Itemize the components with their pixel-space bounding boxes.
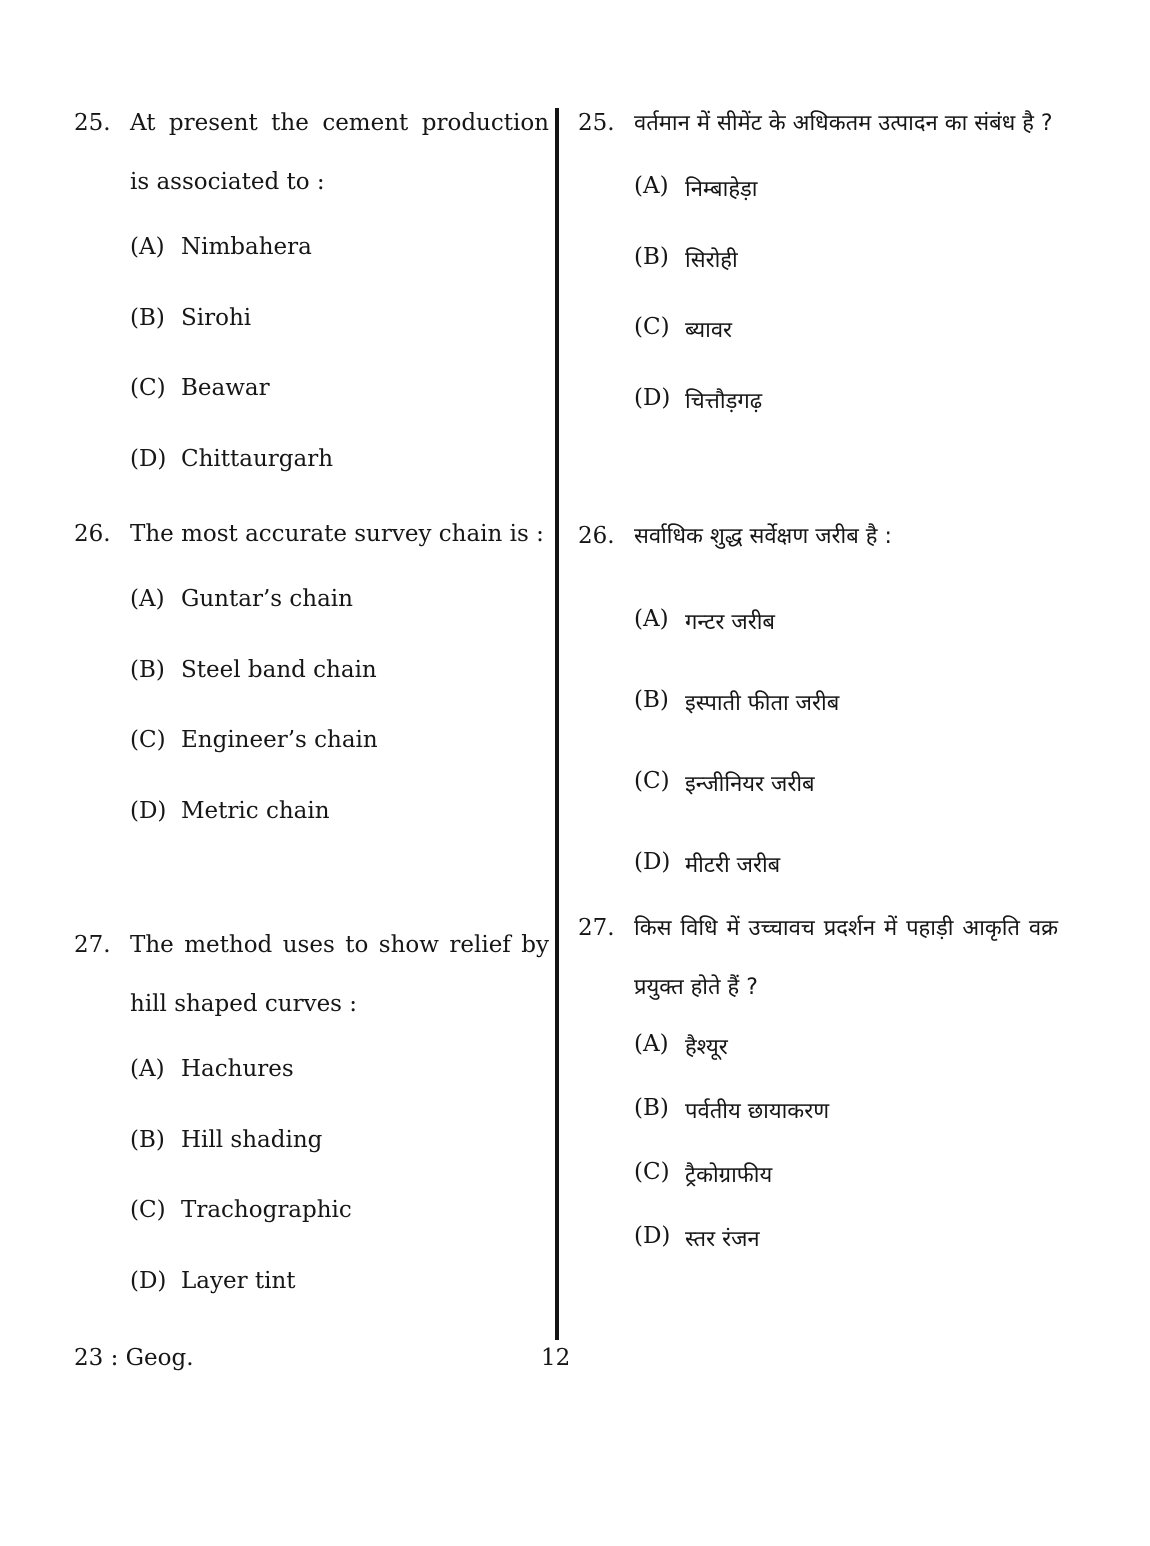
question-number: 27. [578, 915, 615, 941]
question-25-hi [578, 110, 1058, 455]
option-b: (B) पर्वतीय छायाकरण [634, 1095, 830, 1124]
option-b: (B) Sirohi [130, 304, 252, 331]
option-a: (A) गन्टर जरीब [634, 606, 775, 635]
option-a: (A) हैश्यूर [634, 1031, 728, 1060]
option-b: (B) Hill shading [130, 1126, 323, 1153]
option-d: (D) Chittaurgarh [130, 445, 334, 472]
question-text: वर्तमान में सीमेंट के अधिकतम उत्पादन का संबंध है ? [634, 111, 1053, 136]
paper-code: 23 : Geog. [74, 1345, 194, 1371]
option-d: (D) Layer tint [130, 1267, 296, 1294]
option-d: (D) मीटरी जरीब [634, 849, 781, 878]
question-text: किस विधि में उच्चावच प्रदर्शन में पहाड़ी आकृति वक्र प्रयुक्त होते हैं ? [634, 916, 1058, 1000]
option-a: (A) Nimbahera [130, 234, 312, 260]
option-c: (C) Engineer’s chain [130, 727, 378, 753]
question-26-hi [578, 523, 1058, 920]
option-c: (C) ट्रैकोग्राफीय [634, 1159, 773, 1188]
option-d: (D) स्तर रंजन [634, 1223, 760, 1252]
question-text: The method uses to show relief by hill shaped curves : [130, 932, 549, 1017]
question-number: 26. [74, 521, 111, 547]
option-a: (A) Guntar’s chain [130, 586, 353, 612]
question-text: सर्वाधिक शुद्ध सर्वेक्षण जरीब है : [634, 524, 892, 549]
option-c: (C) ब्यावर [634, 314, 733, 343]
question-number: 25. [578, 110, 615, 136]
column-divider [555, 108, 559, 1340]
question-27-en [74, 932, 549, 1338]
option-c: (C) Beawar [130, 375, 270, 401]
option-b: (B) सिरोही [634, 243, 738, 273]
question-text: The most accurate survey chain is : [130, 521, 544, 547]
option-d: (D) चित्तौड़गढ़ [634, 384, 763, 414]
question-26-en [74, 521, 549, 868]
question-number: 25. [74, 110, 111, 136]
option-a: (A) निम्बाहेड़ा [634, 173, 758, 202]
question-number: 27. [74, 932, 111, 958]
option-b: (B) Steel band chain [130, 656, 377, 683]
question-text: At present the cement production is associated to : [130, 110, 549, 195]
option-c: (C) इन्जीनियर जरीब [634, 768, 815, 797]
question-25-en [74, 110, 549, 516]
option-d: (D) Metric chain [130, 797, 330, 824]
question-number: 26. [578, 523, 615, 549]
option-b: (B) इस्पाती फीता जरीब [634, 687, 840, 716]
page-number: 12 [541, 1345, 571, 1371]
question-27-hi [578, 915, 1058, 1294]
option-c: (C) Trachographic [130, 1197, 352, 1223]
option-a: (A) Hachures [130, 1056, 294, 1082]
